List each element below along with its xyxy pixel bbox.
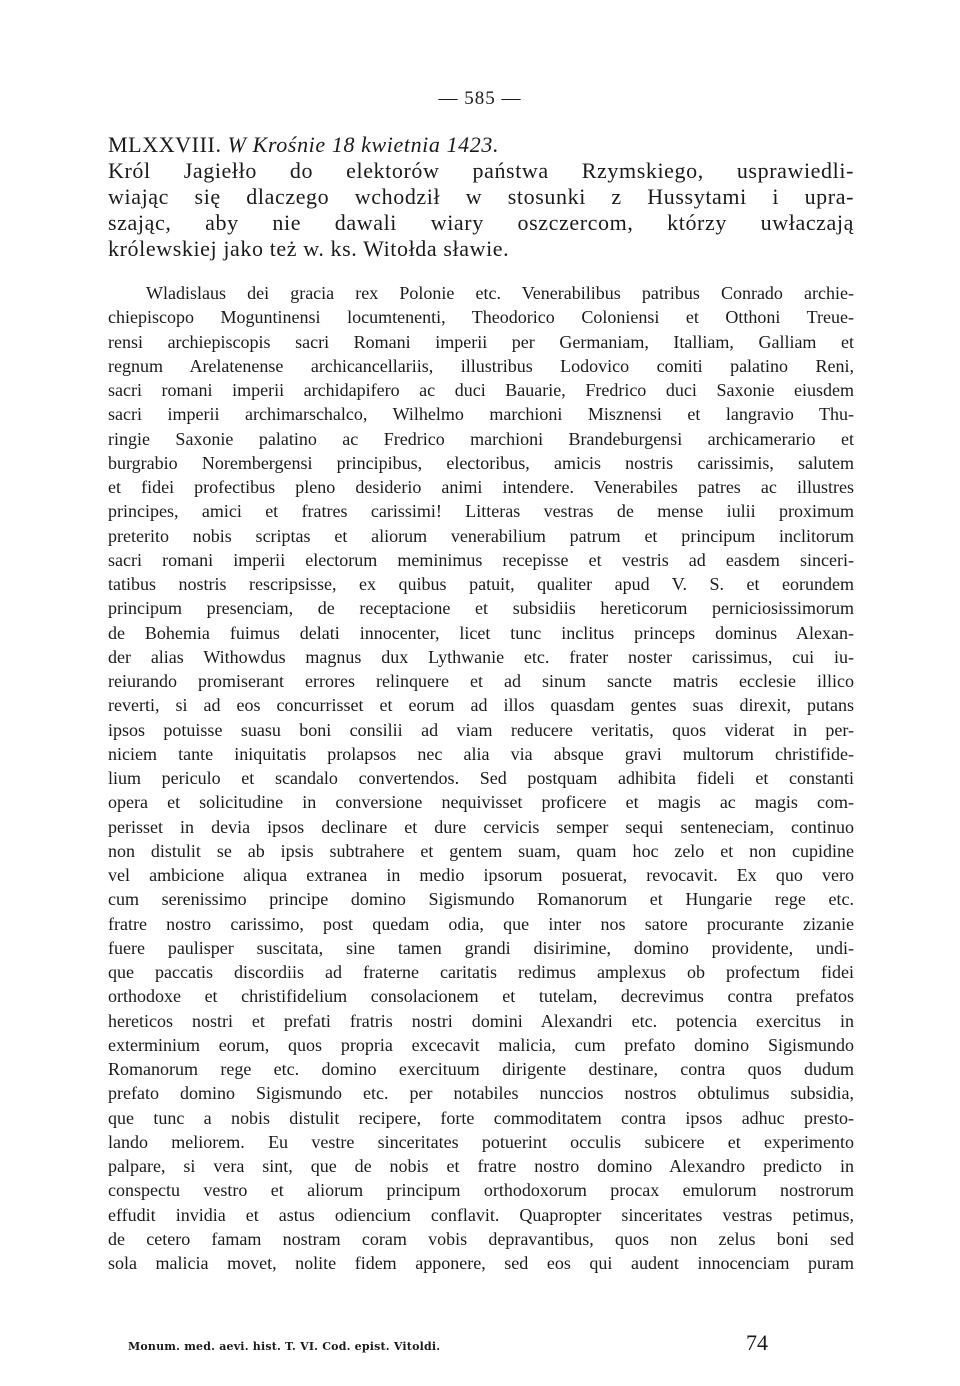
text-line: reiurando promiserant errores relinquere et ad sinum sancte matris ecclesie illico [108, 671, 854, 691]
text-line: et fidei profectibus pleno desiderio animi intendere. Venerabiles patres ac illustres [108, 477, 854, 497]
text-line: non distulit se ab ipsis subtrahere et gentem suam, quam hoc zelo et non cupidine [108, 840, 854, 861]
text-line: sola malicia movet, nolite fidem apponere, sed eos qui audent innocenciam puram [108, 1253, 854, 1273]
text-line: burgrabio Norembergensi principibus, electoribus, amicis nostris carissimis, salutem [108, 452, 854, 473]
text-line: prefato domino Sigismundo etc. per notabiles nunccios nostros obtulimus subsidia, [108, 1083, 854, 1104]
text-line: ringie Saxonie palatino ac Fredrico marchioni Brandeburgensi archicamerario et [108, 428, 854, 449]
heading-title-line [108, 132, 854, 158]
text-line: de cetero famam nostram coram vobis depravantibus, quos non zelus boni sed [108, 1228, 854, 1249]
page-number: — 585 — [438, 88, 522, 109]
text-line: fuere paulisper suscitata, sine tamen grandi disirimine, domino providente, undi- [108, 937, 854, 958]
text-line: perisset in devia ipsos declinare et dure cervicis semper sequi senteneciam, continuo [108, 816, 854, 837]
place-date: W Krośnie 18 kwietnia 1423. [227, 132, 500, 157]
source-note: Monum. med. aevi. hist. T. VI. Cod. epist. Vitoldi. [128, 1340, 441, 1353]
text-line: exterminium eorum, quos propria excecavit malicia, cum prefato domino Sigismundo [108, 1034, 854, 1055]
text-line: tatibus nostris rescripsisse, ex quibus patuit, qualiter apud V. S. et eorundem [108, 574, 854, 594]
text-line: vel ambicione aliqua extranea in medio ipsorum posuerat, revocavit. Ex quo vero [108, 865, 854, 885]
text-line: que paccatis discordiis ad fraterne caritatis redimus amplexus ob profectum fidei [108, 962, 854, 982]
text-line: chiepiscopo Moguntinensi locumtenenti, Theodorico Coloniensi et Otthoni Treue- [108, 307, 854, 328]
text-line: ipsos potuisse suasu boni consilii ad viam reducere veritatis, quos viderat in per- [108, 719, 854, 740]
text-line: sacri romani imperii archidapifero ac duci Bauarie, Fredrico duci Saxonie eiusdem [108, 380, 854, 400]
text-line: opera et solicitudine in conversione nequivisset proficere et magis ac magis com- [108, 792, 854, 813]
text-line: de Bohemia fuimus delati innocenter, licet tunc inclitus princeps dominus Alexan- [108, 622, 854, 643]
text-line: orthodoxe et christifidelium consolacionem et tutelam, decrevimus contra prefatos [108, 986, 854, 1007]
text-line: lium periculo et scandalo convertendos. Sed postquam adhibita fideli et constanti [108, 768, 854, 788]
text-line: principes, amici et fratres carissimi! Litteras vestras de mense iulii proximum [108, 501, 854, 522]
signature-number: 74 [746, 1330, 768, 1355]
document-number: MLXXVIII. [108, 132, 222, 157]
text-line: effudit invidia et astus odiencium conflavit. Quapropter sinceritates vestras petimus, [108, 1204, 854, 1225]
text-line: conspectu vestro et aliorum principum orthodoxorum procax emulorum nostrorum [108, 1180, 854, 1201]
heading-summary-line: Król Jagiełło do elektorów państwa Rzymskiego, usprawiedli- [108, 158, 854, 183]
text-line: lando meliorem. Eu vestre sinceritates potuerint occulis subicere et experimento [108, 1131, 854, 1152]
text-line: niciem tante iniquitatis prolapsos nec alia via absque gravi multorum christifide- [108, 743, 854, 764]
text-line: rensi archiepiscopis sacri Romani imperii per Germaniam, Italliam, Galliam et [108, 331, 854, 352]
text-line: sacri imperii archimarschalco, Wilhelmo marchioni Misznensi et langravio Thu- [108, 404, 854, 425]
text-line: sacri romani imperii electorum meminimus recepisse et vestris ad easdem sinceri- [108, 549, 854, 570]
heading-summary-line: wiając się dlaczego wchodził w stosunki z Hussytami i upra- [108, 184, 854, 209]
heading-summary [108, 158, 854, 262]
heading-summary-line: szając, aby nie dawali wiary oszczercom, którzy uwłaczają [108, 210, 854, 235]
text-line: palpare, si vera sint, que de nobis et fratre nostro domino Alexandro predicto in [108, 1156, 854, 1176]
text-line: principum presenciam, de receptacione et subsidiis hereticorum perniciosissimorum [108, 598, 854, 619]
text-line: preterito nobis scriptas et aliorum venerabilium patrum et principum inclitorum [108, 525, 854, 546]
text-line: hereticos nostri et prefati fratris nostri domini Alexandri etc. potencia exercitus in [108, 1010, 854, 1031]
text-line: regnum Arelatenense archicancellariis, illustribus Lodovico comiti palatino Reni, [108, 355, 854, 376]
text-line: reverti, si ad eos concurrisset et eorum ad illos quasdam gentes suas direxit, putans [108, 695, 854, 716]
heading-summary-line: królewskiej jako też w. ks. Witołda sławie. [108, 236, 510, 261]
page-footer [128, 1330, 768, 1356]
text-line: Romanorum rege etc. domino exercituum dirigente destinare, contra quos dudum [108, 1059, 854, 1079]
document-heading [108, 132, 854, 262]
text-line: cum serenissimo principe domino Sigismundo Romanorum et Hungarie rege etc. [108, 889, 854, 910]
text-line: fratre nostro carissimo, post quedam odia, que inter nos satore procurante zizanie [108, 913, 854, 934]
text-line: der alias Withowdus magnus dux Lythwanie etc. frater noster carissimus, cui iu- [108, 646, 854, 667]
text-line: Wladislaus dei gracia rex Polonie etc. Venerabilibus patribus Conrado archie- [146, 283, 854, 303]
text-line: que tunc a nobis distulit recipere, forte commoditatem contra ipsos adhuc presto- [108, 1107, 854, 1128]
letter-body [108, 281, 854, 1275]
